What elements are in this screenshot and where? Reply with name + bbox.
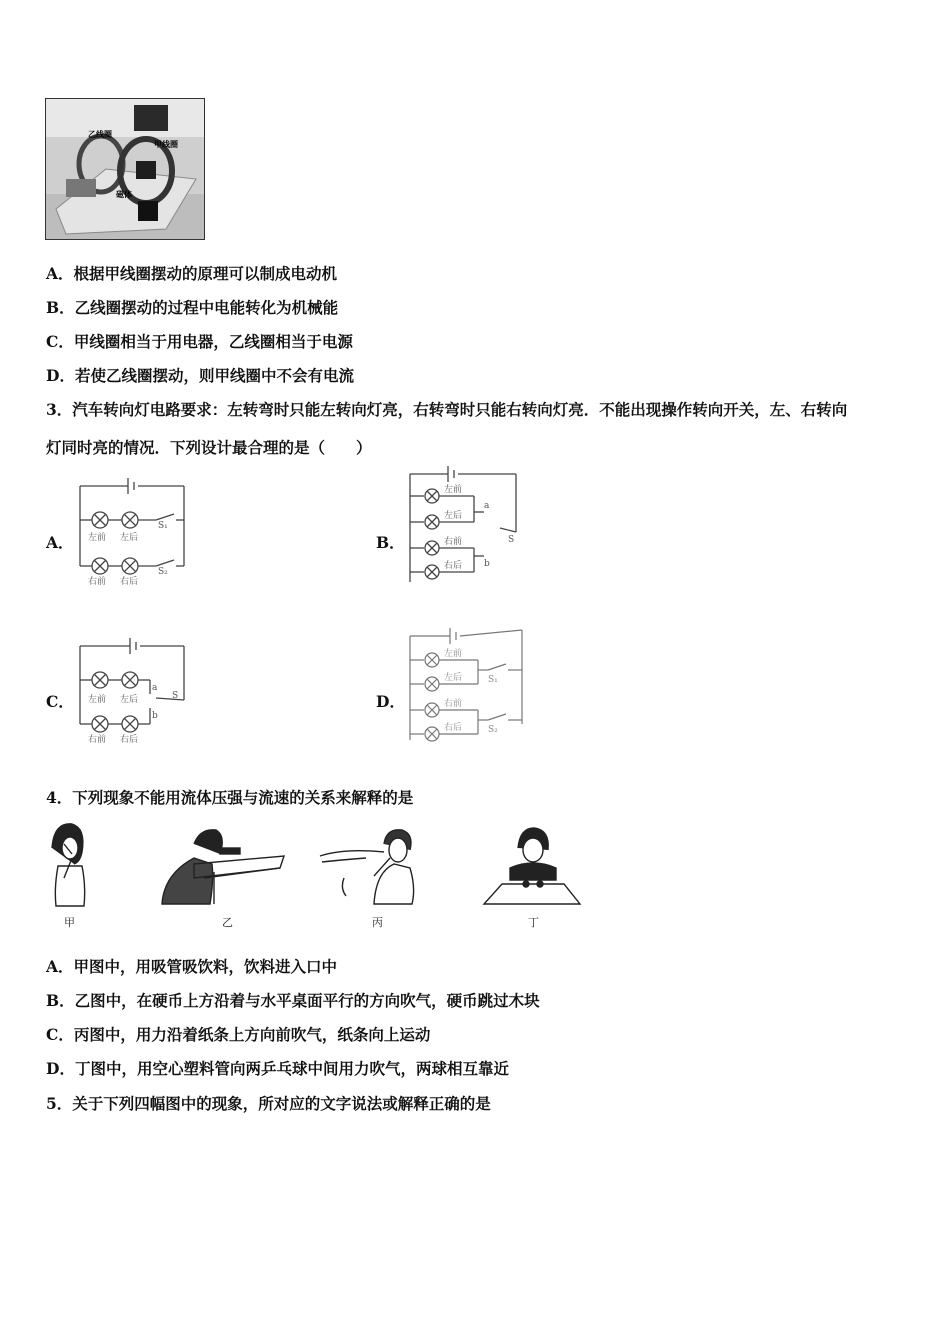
circuit-b-diagram <box>404 462 522 590</box>
circuit-d-lamp-left-front: 左前 <box>444 649 463 659</box>
q4-option-d: D．丁图中，用空心塑料管向两乒乓球中间用力吹气，两球相互靠近 <box>46 1059 509 1078</box>
q3-stem-line2: 灯同时亮的情况．下列设计最合理的是（ ） <box>46 438 372 457</box>
q2-option-d: D．若使乙线圈摆动，则甲线圈中不会有电流 <box>46 366 354 385</box>
circuit-c-lamp-left-front: 左前 <box>88 695 107 705</box>
circuit-a-switch-s1: S₁ <box>158 521 168 531</box>
circuit-a-lamp-right-rear: 右后 <box>120 577 139 587</box>
coil-experiment-photo <box>45 98 205 240</box>
figure-yi <box>162 830 284 904</box>
circuit-d-diagram <box>404 624 528 750</box>
caption-ding: 丁 <box>528 916 539 929</box>
circuit-a-lamp-left-rear: 左后 <box>120 533 139 543</box>
circuit-a-diagram <box>76 472 192 590</box>
q4-illustrations <box>44 818 584 936</box>
circuit-b-lamp-left-rear: 左后 <box>444 511 463 521</box>
circuit-b-switch-s: S <box>508 535 515 545</box>
circuit-b-lamp-left-front: 左前 <box>444 485 463 495</box>
caption-jia: 甲 <box>64 916 75 929</box>
circuit-c-lamp-right-front: 右前 <box>88 735 107 745</box>
circuit-a-lamp-left-front: 左前 <box>88 533 107 543</box>
circuit-c-lamp-right-rear: 右后 <box>120 735 139 745</box>
figure-jia <box>52 824 85 906</box>
circuit-a-switch-s2: S₂ <box>158 567 168 577</box>
circuit-d-switch-s2: S₂ <box>488 725 498 735</box>
coil-photo-drawing <box>46 99 204 239</box>
q3-choice-d-label: D． <box>376 692 405 711</box>
q5-stem: 5．关于下列四幅图中的现象，所对应的文字说法或解释正确的是 <box>46 1094 491 1113</box>
figure-ding <box>484 828 580 904</box>
yi-coil-label: 乙线圈 <box>88 129 112 139</box>
caption-bing: 丙 <box>372 916 383 929</box>
q2-option-c: C．甲线圈相当于用电器，乙线圈相当于电源 <box>46 332 353 351</box>
magnet-label: 磁体 <box>116 189 132 199</box>
circuit-b-switch-b: b <box>484 559 490 569</box>
circuit-d-switch-s1: S₁ <box>488 675 498 685</box>
circuit-b-switch-a: a <box>484 501 490 511</box>
q4-option-b: B．乙图中，在硬币上方沿着与水平桌面平行的方向吹气，硬币跳过木块 <box>46 991 540 1010</box>
q4-option-c: C．丙图中，用力沿着纸条上方向前吹气，纸条向上运动 <box>46 1025 431 1044</box>
q3-choice-b-label: B． <box>376 533 405 552</box>
circuit-b-lamp-right-front: 右前 <box>444 537 463 547</box>
q2-option-b: B．乙线圈摆动的过程中电能转化为机械能 <box>46 298 339 317</box>
q4-stem: 4．下列现象不能用流体压强与流速的关系来解释的是 <box>46 788 414 807</box>
circuit-c-diagram <box>74 632 192 750</box>
circuit-d-lamp-right-rear: 右后 <box>444 723 463 733</box>
circuit-d-lamp-right-front: 右前 <box>444 699 463 709</box>
circuit-c-lamp-left-rear: 左后 <box>120 695 139 705</box>
figure-bing <box>320 830 414 904</box>
circuit-b-lamp-right-rear: 右后 <box>444 561 463 571</box>
q3-choice-c-label: C． <box>46 692 74 711</box>
jia-coil-label: 甲线圈 <box>154 139 178 149</box>
q3-stem-line1: 3．汽车转向灯电路要求：左转弯时只能左转向灯亮，右转弯时只能右转向灯亮．不能出现操作转向开关，左、右转向 <box>46 400 848 419</box>
circuit-d-lamp-left-rear: 左后 <box>444 673 463 683</box>
q3-choice-a-label: A． <box>46 533 74 552</box>
circuit-c-switch-a: a <box>152 683 158 693</box>
circuit-c-switch-b: b <box>152 711 158 721</box>
q4-option-a: A．甲图中，用吸管吸饮料，饮料进入口中 <box>46 957 338 976</box>
caption-yi: 乙 <box>222 916 233 929</box>
q2-option-a: A．根据甲线圈摆动的原理可以制成电动机 <box>46 264 338 283</box>
circuit-c-switch-s: S <box>172 691 179 701</box>
circuit-a-lamp-right-front: 右前 <box>88 577 107 587</box>
